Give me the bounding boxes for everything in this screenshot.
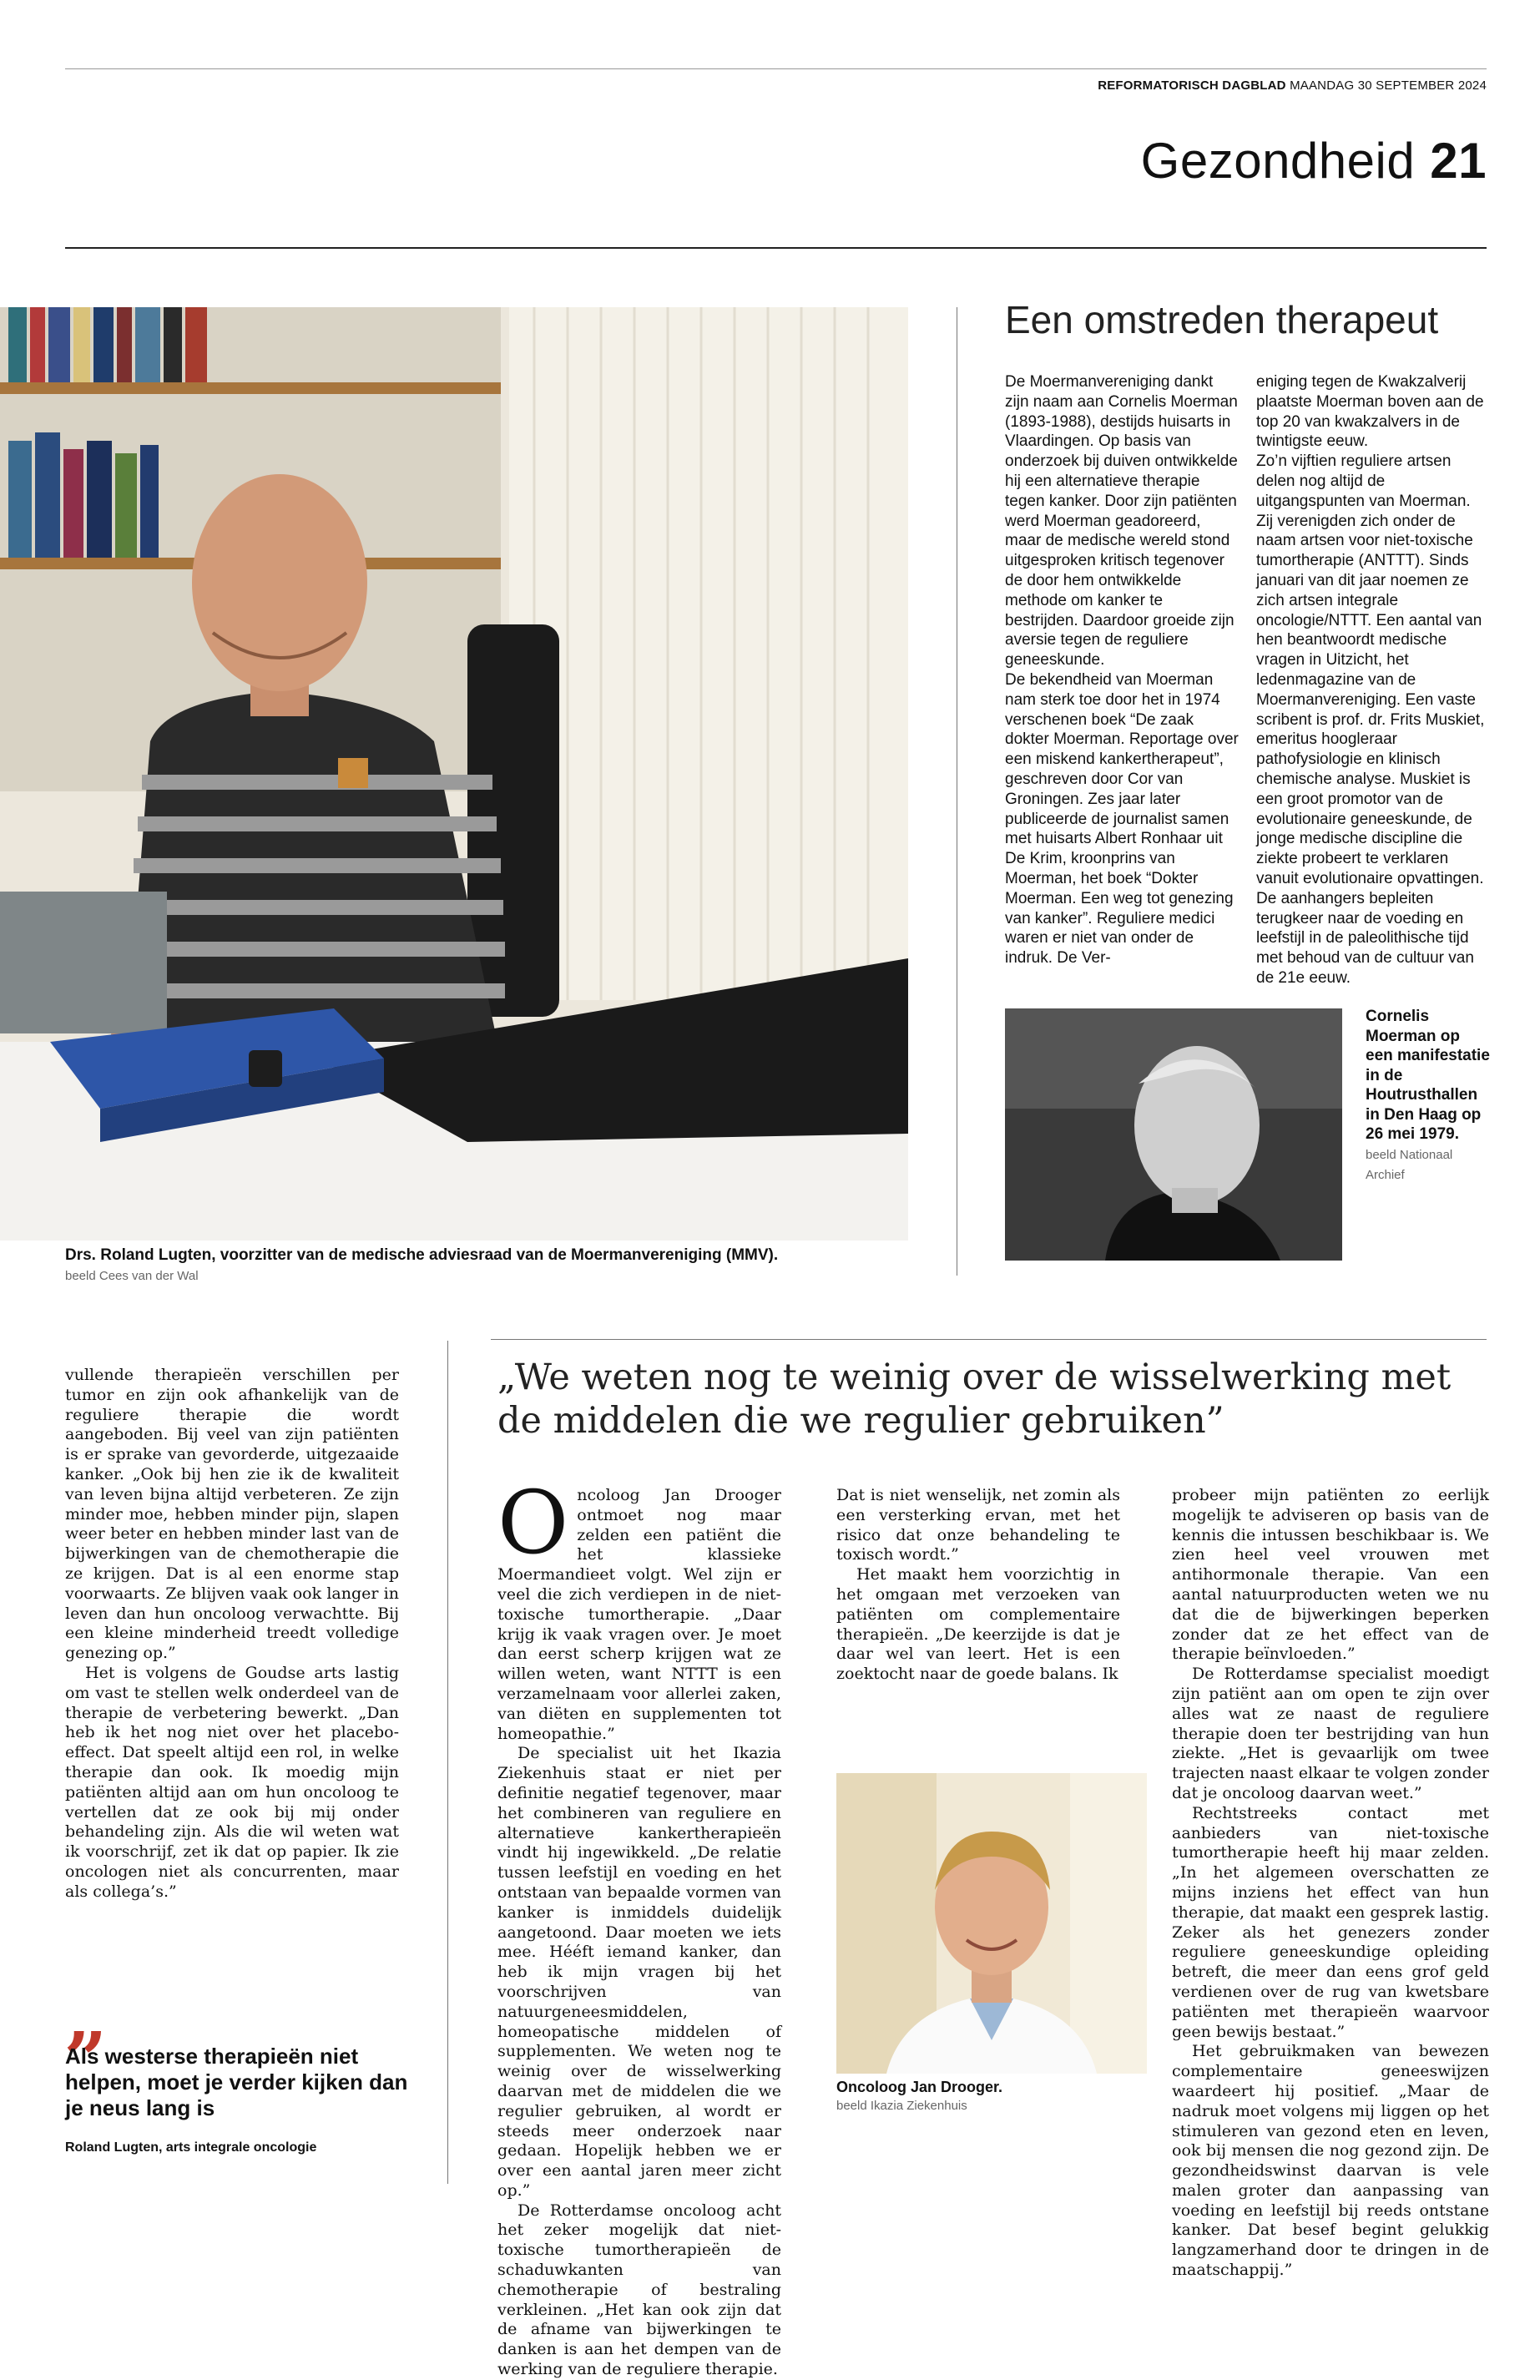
article-column-1	[497, 1472, 781, 2380]
box-column-1	[1005, 372, 1239, 968]
header-rule	[65, 247, 1487, 249]
article-paragraph: Dat is niet wenselijk, net zomin als een versterking ervan, met het risico dat onze behandeling te toxisch wordt.”	[836, 1486, 1120, 1564]
box-title: Een omstreden therapeut	[1005, 298, 1439, 341]
box-paragraph: Zo’n vijftien reguliere artsen delen nog altijd de uitgangspunten van Moerman. Zij verenigden zich onder de naam artsen voor niet-toxische tumortherapie (ANTTT). Sinds januari van dit jaar noemen ze zich artsen integrale oncologie/NTTT. Een aantal van hen beantwoordt medische vragen in Uitzicht, het ledenmagazine van de Moermanvereniging. Een vaste scribent is prof. dr. Frits Muskiet, emeritus hoogleraar pathofysiologie en klinisch chemische analyse. Muskiet is een groot promotor van de evolutionaire geneeskunde, de jonge medische discipline die ziekte probeert te verklaren vanuit evolutionaire opvattingen.	[1256, 452, 1485, 887]
box-column-2	[1256, 372, 1490, 988]
article-paragraph: probeer mijn patiënten zo eerlijk mogelijk te adviseren op basis van de kennis die intussen beschikbaar is. We zien heel veel vrouwen met antihormonale therapie. Van een aantal natuurproducten weten we nu dat die de bijwerkingen beperken zonder dat ze het effect van de therapie beïnvloeden.”	[1172, 1486, 1489, 1664]
drooger-photo-credit: beeld Ikazia Ziekenhuis	[836, 2099, 967, 2113]
photo-cornelis-moerman	[1005, 1008, 1342, 1261]
column-divider-left	[447, 1341, 448, 2184]
headline-rule	[491, 1339, 1487, 1340]
article-paragraph: Rechtstreeks contact met aanbieders van niet-toxische tumortherapie heeft hij maar zelden. „In het algemeen overschatten ze mijns inziens het effect van hun therapie, dat maakt een gesprek lastig. Zeker als het genezers zonder reguliere geneeskundige opleiding betreft, die meer dan eens grof geld verdienen over de rug van kwetsbare patiënten met therapieën waarvoor geen bewijs bestaat.”	[1172, 1803, 1489, 2041]
pullquote-attribution: Roland Lugten, arts integrale oncologie	[65, 2140, 317, 2155]
quote-mark-icon: „	[65, 1973, 109, 2061]
drooger-photo-caption: Oncoloog Jan Drooger.	[836, 2079, 1003, 2095]
main-photo-credit: beeld Cees van der Wal	[65, 1269, 199, 1283]
continued-column	[65, 1366, 399, 1902]
article-paragraph	[497, 1472, 781, 1744]
article-paragraph: vullende therapieën verschillen per tumor en zijn ook afhankelijk van de reguliere therapie die wordt aangeboden. Bij veel van zijn patiënten is er sprake van gevorderde, uitgezaaide kanker. „Ook bij hen zie ik de kwaliteit van leven bijna altijd verbeteren. Ze zijn minder moe, hebben minder pijn, slapen weer beter en hebben minder last van de bijwerkingen van de chemotherapie die ze krijgen. Dat is al een enorme stap voorwaarts. Ze blijven vaak ook langer in leven dan hun oncoloog verwachtte. Bij een kleine minderheid treedt volledige genezing op.”	[65, 1366, 399, 1663]
lead-text: ncoloog Jan Drooger ontmoet nog maar zelden een patiënt die het klassieke Moermandieet volgt. Wel zijn er veel die zich verdiepen in de niet-toxische tumortherapie. „Daar krijg ik vaak vragen over. Je moet dan eerst scherp krijgen wat ze willen weten, want NTTT is een verzamelnaam voor allerlei zaken, van diëten en supplementen tot homeopathie.”	[497, 1486, 781, 1743]
section-name: Gezondheid	[1140, 133, 1416, 189]
moerman-photo-credit: beeld Nationaal Archief	[1366, 1147, 1453, 1182]
masthead	[1098, 78, 1487, 93]
masthead-rule	[65, 68, 1487, 69]
drop-cap: O	[497, 1472, 569, 1574]
article-paragraph: Het gebruikmaken van bewezen complementaire geneeswijzen waardeert hij positief. „Maar de nadruk moet volgens mij liggen op het stimuleren van gezond eten en leven, ook bij mensen die nog gezond zijn. De gezondheidswinst daarvan is vele malen groter dan aanpassing van voeding en leefstijl bij reeds ontstane kanker. Dat besef begint gelukkig langzamerhand door te dringen in de maatschappij.”	[1172, 2042, 1489, 2280]
main-photo-caption: Drs. Roland Lugten, voorzitter van de medische adviesraad van de Moermanvereniging (MMV).	[65, 1246, 779, 1264]
box-paragraph: De Moermanvereniging dankt zijn naam aan Cornelis Moerman (1893-1988), destijds huisarts in Vlaardingen. Op basis van onderzoek bij duiven ontwikkelde hij een alternatieve therapie tegen kanker. Door zijn patiënten werd Moerman geadoreerd, maar de medische wereld stond uitgesproken kritisch tegenover de door hem ontwikkelde methode om kanker te bestrijden. Daardoor groeide zijn aversie tegen de reguliere geneeskunde.	[1005, 373, 1238, 670]
article-column-3	[1172, 1486, 1489, 2281]
article-paragraph: De specialist uit het Ikazia Ziekenhuis staat er niet per definitie negatief tegenover, maar het combineren van reguliere en alternatieve kankertherapieën vindt hij ingewikkeld. „De relatie tussen leefstijl en voeding en het ontstaan van bepaalde vormen van kanker is inmiddels duidelijk aangetoond. Daar moeten we iets mee. Hééft iemand kanker, dan heb ik mijn vragen bij het voorschrijven van natuurgeneesmiddelen, homeopatische middelen of supplementen. We weten nog te weinig over de wisselwerking daarvan met de middelen die we regulier gebruiken, al wordt er steeds meer onderzoek naar gedaan. Hopelijk hebben we er over een aantal jaren meer zicht op.”	[497, 1744, 781, 2200]
photo-roland-lugten	[0, 307, 908, 1241]
page-number: 21	[1430, 133, 1487, 189]
box-paragraph: eniging tegen de Kwakzalverij plaatste Moerman boven aan de top 20 van kwakzalvers in de twintigste eeuw.	[1256, 373, 1484, 451]
pullquote: Als westerse therapieën niet helpen, moet je verder kijken dan je neus lang is	[65, 2044, 408, 2120]
article-headline: „We weten nog te weinig over de wisselwerking met de middelen die we regulier gebruiken”	[497, 1357, 1452, 1442]
publication-name: REFORMATORISCH DAGBLAD	[1098, 78, 1286, 93]
article-paragraph: De Rotterdamse specialist moedigt zijn patiënt aan om open te zijn over alles wat ze naast de reguliere therapie doen ter bestrijding van hun ziekte. „Het is gevaarlijk om twee trajecten naast elkaar te volgen zonder dat je oncoloog daarvan weet.”	[1172, 1665, 1489, 1802]
section-header	[1141, 132, 1487, 189]
moerman-caption-text: Cornelis Moerman op een manifestatie in de Houtrusthallen in Den Haag op 26 mei 1979.	[1366, 1008, 1490, 1143]
article-paragraph: De Rotterdamse oncoloog acht het zeker mogelijk dat niet-toxische tumortherapieën de schaduwkanten van chemotherapie of bestraling verkleinen. „Het kan ook zijn dat de afname van bijwerkingen te danken is aan het dempen van de werking van de reguliere therapie.	[497, 2201, 781, 2379]
photo-jan-drooger	[836, 1773, 1147, 2074]
box-paragraph: De bekendheid van Moerman nam sterk toe door het in 1974 verschenen boek “De zaak dokter Moerman. Reportage over een miskend kankertherapeut”, geschreven door Cor van Groningen. Zes jaar later publiceerde de journalist samen met huisarts Albert Ronhaar uit De Krim, kroonprins van Moerman, het boek “Dokter Moerman. Een weg tot genezing van kanker”. Reguliere medici waren er niet van onder de indruk. De Ver-	[1005, 670, 1239, 968]
box-paragraph: De aanhangers bepleiten terugkeer naar de voeding en leefstijl in de paleolithische tijd met behoud van de cultuur van de 21e eeuw.	[1256, 889, 1474, 987]
article-column-2	[836, 1486, 1120, 1685]
moerman-photo-caption	[1366, 1007, 1491, 1185]
issue-date: MAANDAG 30 SEPTEMBER 2024	[1290, 78, 1487, 93]
article-paragraph: Het is volgens de Goudse arts lastig om vast te stellen welk onderdeel van de therapie de verbetering bewerkt. „Dan heb ik het nog niet over het placebo-effect. Dat speelt altijd een rol, in welke therapie dan ook. Ik moedig mijn patiënten altijd aan om hun oncoloog te vertellen dat ze ook bij mij onder behandeling zijn. Als die wil weten wat ik voorschrijf, zet ik dat op papier. Ik zie oncologen niet als concurrenten, maar als collega’s.”	[65, 1663, 399, 1901]
article-paragraph: Het maakt hem voorzichtig in het omgaan met verzoeken van patiënten om complementaire therapieën. „De keerzijde is dat je daar wel van leert. Het is een zoektocht naar de goede balans. Ik	[836, 1565, 1120, 1684]
